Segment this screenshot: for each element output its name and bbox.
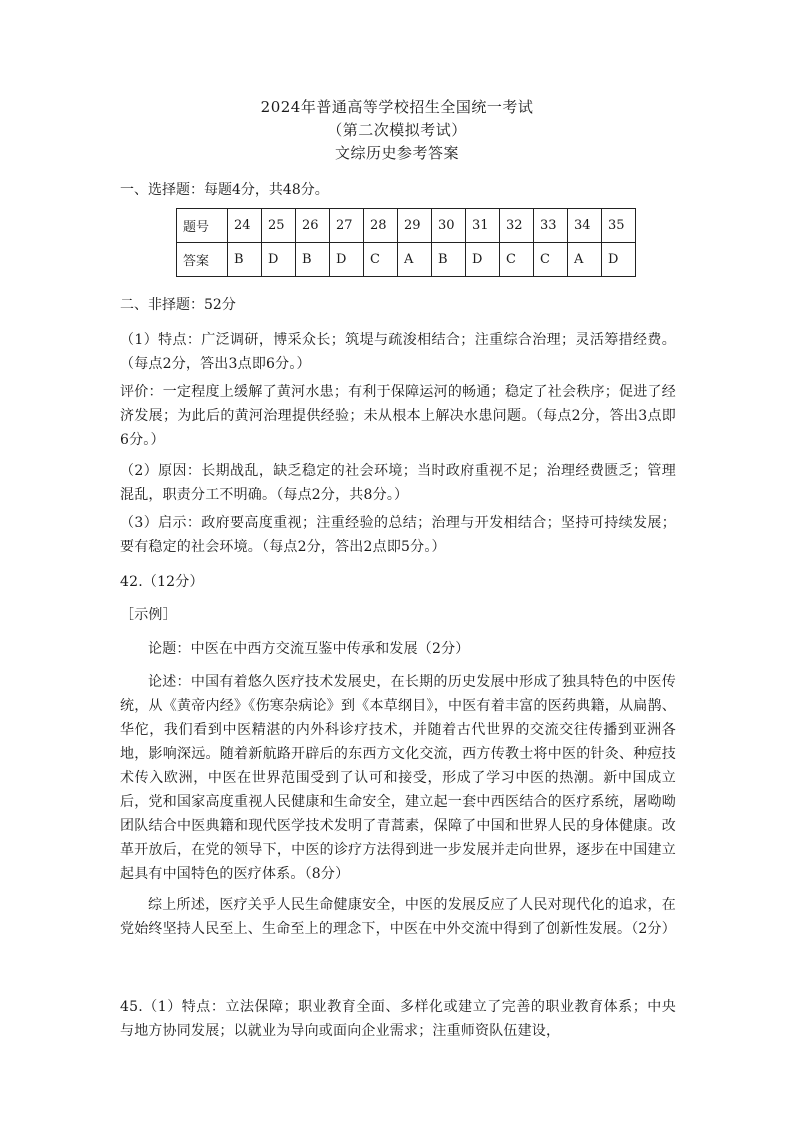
answer-key-title: 文综历史参考答案 <box>334 144 459 162</box>
answer-cell: D <box>602 243 636 277</box>
row-label-answers: 答案 <box>177 243 228 277</box>
answer-cell: B <box>228 243 262 277</box>
question-number: 35 <box>602 209 636 243</box>
section1-heading: 一、选择题：每题4分，共48分。 <box>120 182 329 198</box>
answer-part1-features: （1）特点：广泛调研，博采众长；筑堤与疏浚相结合；注重综合治理；灵活筹措经费。（每点2分，答出3点即6分。） <box>120 332 676 372</box>
question-number: 29 <box>398 209 432 243</box>
question-number: 34 <box>568 209 602 243</box>
answer-cell: A <box>568 243 602 277</box>
answer-cell: D <box>466 243 500 277</box>
question-number: 28 <box>364 209 398 243</box>
question-number: 27 <box>330 209 364 243</box>
answer-cell: A <box>398 243 432 277</box>
answer-cell: C <box>534 243 568 277</box>
question-number: 26 <box>296 209 330 243</box>
question-number: 32 <box>500 209 534 243</box>
question-number: 31 <box>466 209 500 243</box>
question-number: 24 <box>228 209 262 243</box>
answer-cell: B <box>432 243 466 277</box>
conclusion-paragraph: 综上所述，医疗关乎人民生命健康安全，中医的发展反应了人民对现代化的追求，在党始终坚持人民至上、生命至上的理念下，中医在中外交流中得到了创新性发展。（2分） <box>120 897 676 937</box>
answer-cell: C <box>364 243 398 277</box>
answer-cell: B <box>296 243 330 277</box>
question-number: 30 <box>432 209 466 243</box>
answer-cell: D <box>330 243 364 277</box>
question-42-heading: 42.（12分） <box>120 574 204 590</box>
answer-part3-insights: （3）启示：政府要高度重视；注重经验的总结；治理与开发相结合；坚持可持续发展；要有稳定的社会环境。（每点2分，答出2点即5分。） <box>120 515 676 555</box>
answer-row <box>177 243 636 277</box>
answer-cell: D <box>262 243 296 277</box>
question-number: 25 <box>262 209 296 243</box>
question-number: 33 <box>534 209 568 243</box>
example-label: ［示例］ <box>120 607 177 623</box>
section2-heading: 二、非择题：52分 <box>120 297 236 313</box>
document-title-block <box>0 96 794 165</box>
row-label-numbers: 题号 <box>177 209 228 243</box>
thesis-paragraph: 论题：中医在中西方交流互鉴中传承和发展（2分） <box>148 641 470 657</box>
answer-part1-evaluation: 评价：一定程度上缓解了黄河水患；有利于保障运河的畅通；稳定了社会秩序；促进了经济发展；为此后的黄河治理提供经验；未从根本上解决水患问题。（每点2分，答出3点即6分。） <box>120 384 676 448</box>
exam-title: 2024年普通高等学校招生全国统一考试 <box>260 98 534 116</box>
argument-paragraph: 论述：中国有着悠久医疗技术发展史，在长期的历史发展中形成了独具特色的中医传统，从《黄帝内经》《伤寒杂病论》到《本草纲目》，中医有着丰富的医药典籍，从扁鹊、华佗，我们看到中医精湛的内外科诊疗技术，并随着古代世界的交流交往传播到亚洲各地，影响深远。随着新航路开辟后的东西方文化交流，西方传教士将中医的针灸、种痘技术传入欧洲，中医在世界范围受到了认可和接受，形成了学习中医的热潮。新中国成立后，党和国家高度重视人民健康和生命安全，建立起一套中西医结合的医疗系统，屠呦呦团队结合中医典籍和现代医学技术发明了青蒿素，保障了中国和世界人民的身体健康。改革开放后，在党的领导下，中医的诊疗方法得到进一步发展并走向世界，逐步在中国建立起具有中国特色的医疗体系。（8分） <box>120 674 676 882</box>
question-45-paragraph: 45.（1）特点：立法保障；职业教育全面、多样化或建立了完善的职业教育体系；中央与地方协同发展；以就业为导向或面向企业需求；注重师资队伍建设， <box>120 999 676 1039</box>
exam-subtitle: （第二次模拟考试） <box>327 121 467 139</box>
question-number-row <box>177 209 636 243</box>
answer-part2-reasons: （2）原因：长期战乱，缺乏稳定的社会环境；当时政府重视不足；治理经费匮乏；管理混乱，职责分工不明确。（每点2分，共8分。） <box>120 463 676 503</box>
answer-table <box>176 208 636 277</box>
answer-cell: C <box>500 243 534 277</box>
